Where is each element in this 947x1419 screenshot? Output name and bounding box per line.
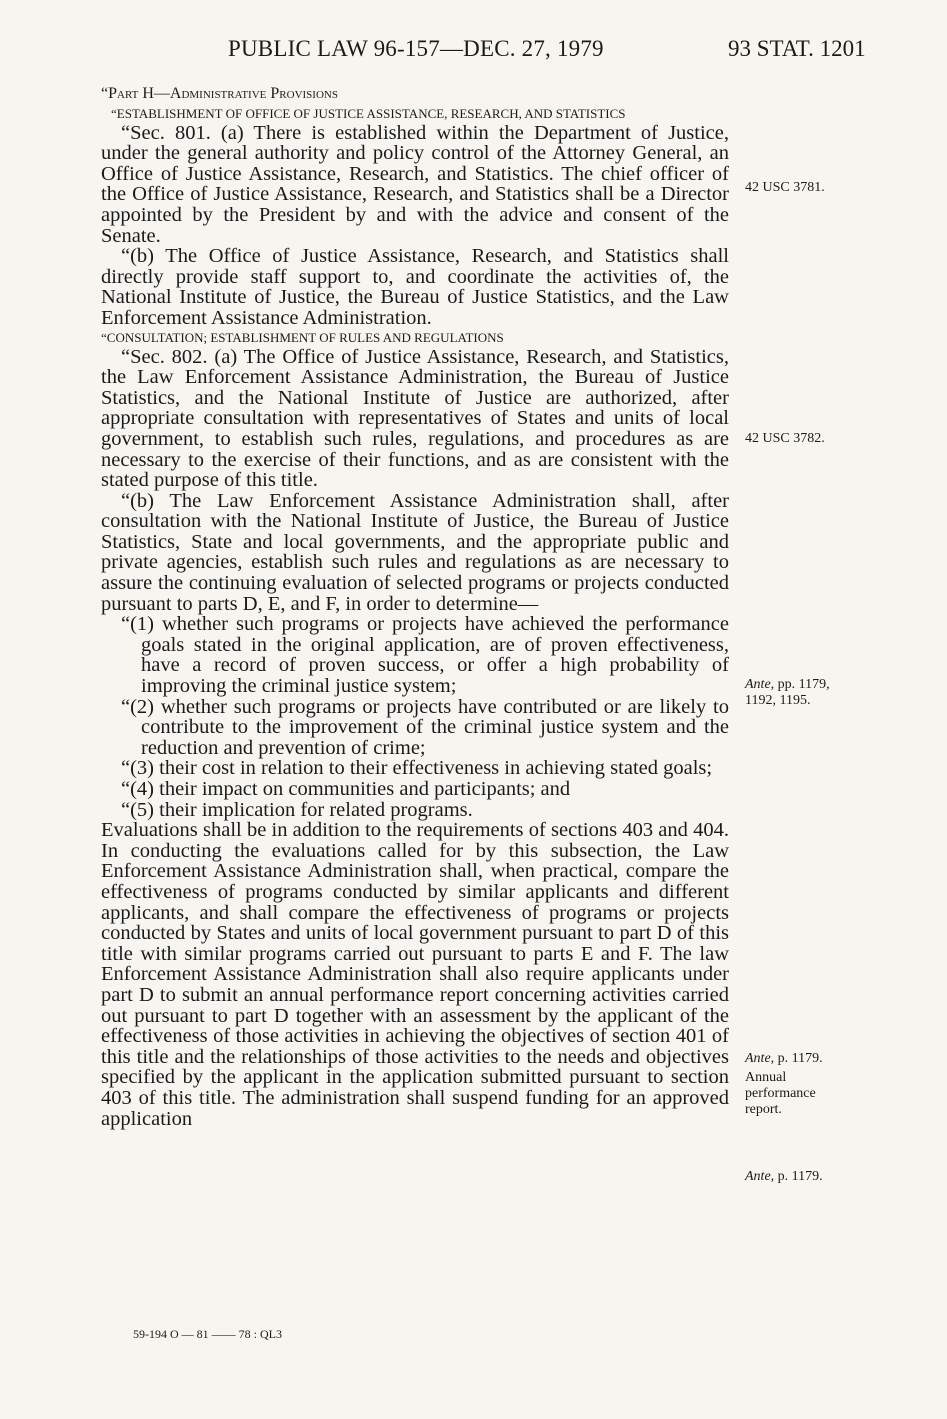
section-802-para-b: “(b) The Law Enforcement Assistance Administration shall, after consultation with the National Institute of Justice, the Bureau of Justice Statistics, State and local governments, and the appropriate public and private agencies, establish such rules and regulations as are necessary to assure the continuing evaluation of selected programs or projects conducted pursuant to parts D, E, and F, in order to determine—: [101, 489, 729, 615]
page-header: [0, 36, 947, 68]
margin-note-annual-performance-report: Annual performance report.: [745, 1070, 816, 1117]
margin-note-42-usc-3782: 42 USC 3782.: [745, 431, 825, 446]
margin-note-ante-p-2: Ante, p. 1179.: [745, 1169, 823, 1184]
part-title: “Part H—Administrative Provisions: [101, 85, 338, 102]
margin-note-ante-p-1: Ante, p. 1179.: [745, 1051, 823, 1066]
margin-note-42-usc-3781: 42 USC 3781.: [745, 180, 825, 195]
section-802-heading: “CONSULTATION; ESTABLISHMENT OF RULES AND REGULATIONS: [101, 329, 504, 345]
list-item: “(2) whether such programs or projects have contributed or are likely to contribute to the improvement of the criminal justice system and the reduction and prevention of crime;: [121, 695, 729, 759]
section-802-para-a: “Sec. 802. (a) The Office of Justice Assistance, Research, and Statistics, the Law Enforcement Assistance Administration, the Bureau of Justice Statistics, and the National Institute of Justice are authorized, after appropriate consultation with representatives of States and units of local government, to establish such rules, regulations, and procedures as are necessary to the exercise of their functions, and as are consistent with the stated purpose of this title.: [101, 345, 729, 492]
list-item: “(1) whether such programs or projects have achieved the performance goals stated in the original application, are of proven effectiveness, have a record of proven success, or offer a high probability of improving the criminal justice system;: [121, 613, 729, 698]
print-footer: 59-194 O — 81 —— 78 : QL3: [133, 1327, 282, 1341]
list-item: “(5) their implication for related programs.: [121, 798, 473, 821]
section-801-para-a: “Sec. 801. (a) There is established within the Department of Justice, under the general authority and policy control of the Attorney General, an Office of Justice Assistance, Research, and Statistics. The chief officer of the Office of Justice Assistance, Research, and Statistics shall be a Director appointed by the President by and with the advice and consent of the Senate.: [101, 121, 729, 247]
margin-note-ante-pp: Ante, pp. 1179, 1192, 1195.: [745, 677, 830, 708]
statute-body: [101, 84, 729, 1129]
section-801-heading: “ESTABLISHMENT OF OFFICE OF JUSTICE ASSISTANCE, RESEARCH, AND STATISTICS: [111, 105, 626, 121]
list-item: “(3) their cost in relation to their effectiveness in achieving stated goals;: [121, 757, 713, 780]
header-stat-page: 93 STAT. 1201: [728, 36, 866, 61]
section-801-para-b: “(b) The Office of Justice Assistance, Research, and Statistics shall directly provide staff support to, and coordinate the activities of, the National Institute of Justice, the Bureau of Justice Statistics, and the Law Enforcement Assistance Administration.: [101, 245, 729, 329]
margin-note-ante-label: Ante,: [745, 1169, 775, 1184]
margin-note-ante-label: Ante,: [745, 1051, 775, 1066]
margin-note-ante-label: Ante,: [745, 677, 775, 692]
section-802-para-c: Evaluations shall be in addition to the requirements of sections 403 and 404. In conducting the evaluations called for by this subsection, the Law Enforcement Assistance Administration shall, when practical, compare the effectiveness of programs conducted by similar applicants and different applicants, and shall compare the effectiveness of programs or projects conducted by States and units of local government pursuant to part D of this title with similar programs carried out pursuant to parts E and F. The law Enforcement Assistance Administration shall also require applicants under part D to submit an annual performance report concerning activities carried out pursuant to part D together with an assessment by the applicant of the effectiveness of those activities in achieving the objectives of section 401 of this title and the relationships of those activities to the needs and objectives specified by the applicant in the application submitted pursuant to section 403 of this title. The administration shall suspend funding for an approved application: [101, 819, 729, 1130]
list-item: “(4) their impact on communities and participants; and: [121, 778, 571, 800]
header-public-law: PUBLIC LAW 96-157—DEC. 27, 1979: [228, 36, 604, 61]
